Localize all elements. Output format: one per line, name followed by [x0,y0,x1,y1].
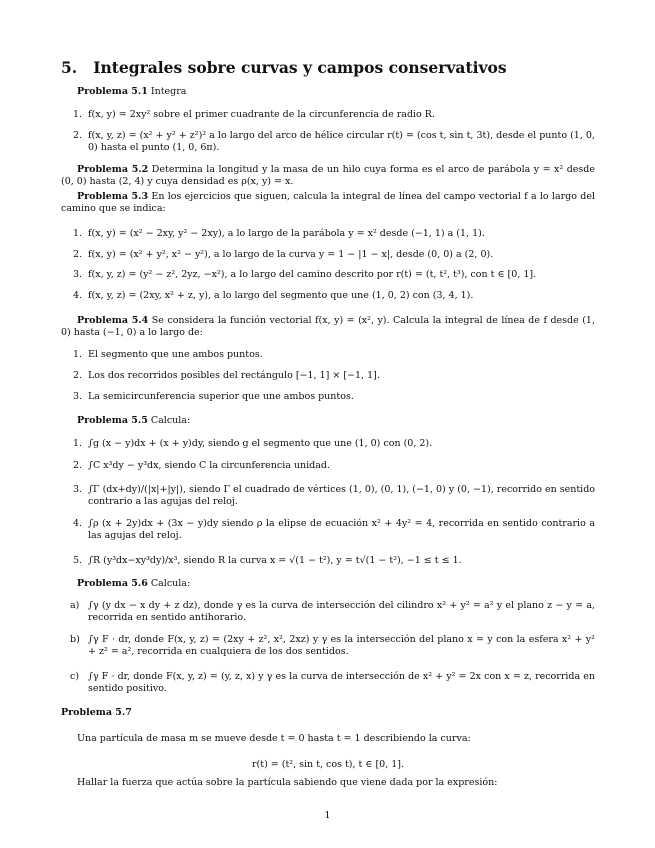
problem-5-4-item-3 [61,391,595,403]
problem-5-6-item-a [61,600,595,624]
problem-5-6 [61,578,595,590]
problem-5-5-item-3 [61,484,595,508]
problem-text: En los ejercicios que siguen, calcula la integral de línea del campo vectorial f a lo largo del camino que se indica: [61,191,595,215]
problem-5-3-item-2 [61,249,595,261]
section-heading [61,58,507,78]
list-item: 2. f(x, y, z) = (x² + y² + z²)² a lo largo del arco de hélice circular r(t) = (cos t, sin t, 3t), desde el punto (1, 0, 0) hasta el punto (1, 0, 6π). [73,130,595,154]
problem-5-1 [61,86,595,98]
problem-text: Calcula: [150,578,191,589]
problem-5-3-item-3 [61,269,595,281]
list-item: 2. Los dos recorridos posibles del rectángulo [−1, 1] × [−1, 1]. [73,370,380,381]
problem-5-5-item-4 [61,518,595,542]
problem-5-7-text-1 [61,733,595,745]
problem-5-2 [61,164,595,188]
list-item: 3. f(x, y, z) = (y² − z², 2yz, −x²), a lo largo del camino descrito por r(t) = (t, t², t³), con t ∈ [0, 1]. [73,269,537,280]
list-item: 4. ∫ρ (x + 2y)dx + (3x − y)dy siendo ρ la elipse de ecuación x² + 4y² = 4, recorrida en sentido contrario a las agujas del reloj. [73,518,595,542]
problem-5-5-item-5 [61,555,595,567]
list-item: 2. ∫C x³dy − y³dx, siendo C la circunferencia unidad. [73,460,331,471]
problem-5-7-equation [61,759,595,771]
problem-text: Se considera la función vectorial f(x, y) = (x², y). Calcula la integral de línea de f desde (1, 0) hasta (−1, 0) a lo largo de: [61,315,595,339]
problem-5-1-items [61,109,595,121]
problem-text: Una partícula de masa m se mueve desde t = 0 hasta t = 1 describiendo la curva: [77,733,471,744]
problem-text: Hallar la fuerza que actúa sobre la partícula sabiendo que viene dada por la expresión: [77,777,498,788]
problem-label: Problema 5.4 [77,315,149,326]
problem-label: Problema 5.6 [77,578,148,589]
problem-5-6-item-b [61,634,595,658]
problem-text: Integra [150,86,187,97]
list-item: 1. ∫g (x − y)dx + (x + y)dy, siendo g el segmento que une (1, 0) con (0, 2). [73,438,433,449]
list-item: 1. f(x, y) = 2xy² sobre el primer cuadrante de la circunferencia de radio R. [73,109,435,120]
problem-5-4 [61,315,595,339]
list-item: 1. El segmento que une ambos puntos. [73,349,263,360]
list-item: 1. f(x, y) = (x² − 2xy, y² − 2xy), a lo largo de la parábola y = x² desde (−1, 1) a (1, 1). [73,228,485,239]
list-item: 4. f(x, y, z) = (2xy, x² + z, y), a lo largo del segmento que une (1, 0, 2) con (3, 4, 1). [73,290,474,301]
problem-label: Problema 5.3 [77,191,149,202]
problem-5-7-text-2 [61,777,595,789]
list-item: a) ∫γ (y dx − x dy + z dz), donde γ es la curva de intersección del cilindro x² + y² = a² y el plano z − y = a, recorrida en sentido antihorario. [70,600,595,624]
problem-5-3 [61,191,595,215]
problem-5-6-item-c [61,671,595,695]
list-item: 5. ∫R (y³dx−xy³dy)/x³, siendo R la curva x = √(1 − t²), y = t√(1 − t²), −1 ≤ t ≤ 1. [73,555,462,566]
problem-5-7 [61,707,595,719]
list-item: c) ∫γ F · dr, donde F(x, y, z) = (y, z, x) y γ es la curva de intersección de x² + y² = 2x con x = z, recorrida en sentido positivo. [70,671,595,695]
problem-label: Problema 5.5 [77,415,148,426]
problem-5-1-items-b [61,130,595,154]
problem-5-4-item-1 [61,349,595,361]
section-title: Integrales sobre curvas y campos conservativos [93,58,507,77]
section-number: 5. [61,58,78,77]
problem-label: Problema 5.2 [77,164,149,175]
problem-label: Problema 5.7 [61,707,132,718]
problem-label: Problema 5.1 [77,86,148,97]
problem-5-3-item-1 [61,228,595,240]
list-item: 2. f(x, y) = (x² + y², x² − y²), a lo largo de la curva y = 1 − |1 − x|, desde (0, 0) a (2, 0). [73,249,494,260]
problem-5-3-item-4 [61,290,595,302]
page-number: 1 [324,810,331,821]
list-item: b) ∫γ F · dr, donde F(x, y, z) = (2xy + z², x², 2xz) y γ es la intersección del plano x = y con la esfera x² + y² + z² = a², recorrida en cualquiera de los dos sentidos. [70,634,595,658]
list-item: 3. ∫Γ (dx+dy)/(|x|+|y|), siendo Γ el cuadrado de vértices (1, 0), (0, 1), (−1, 0) y (0, −1), recorrido en sentido contrario a las agujas del reloj. [73,484,595,508]
list-item: 3. La semicircunferencia superior que une ambos puntos. [73,391,354,402]
equation: r(t) = (t², sin t, cos t), t ∈ [0, 1]. [252,759,404,770]
problem-5-5-item-1 [61,438,595,450]
problem-text: Determina la longitud y la masa de un hilo cuya forma es el arco de parábola y = x² desde (0, 0) hasta (2, 4) y cuya densidad es ρ(x, y) = x. [61,164,595,188]
problem-5-5-item-2 [61,460,595,472]
problem-5-4-item-2 [61,370,595,382]
problem-text: Calcula: [150,415,191,426]
problem-5-5 [61,415,595,427]
